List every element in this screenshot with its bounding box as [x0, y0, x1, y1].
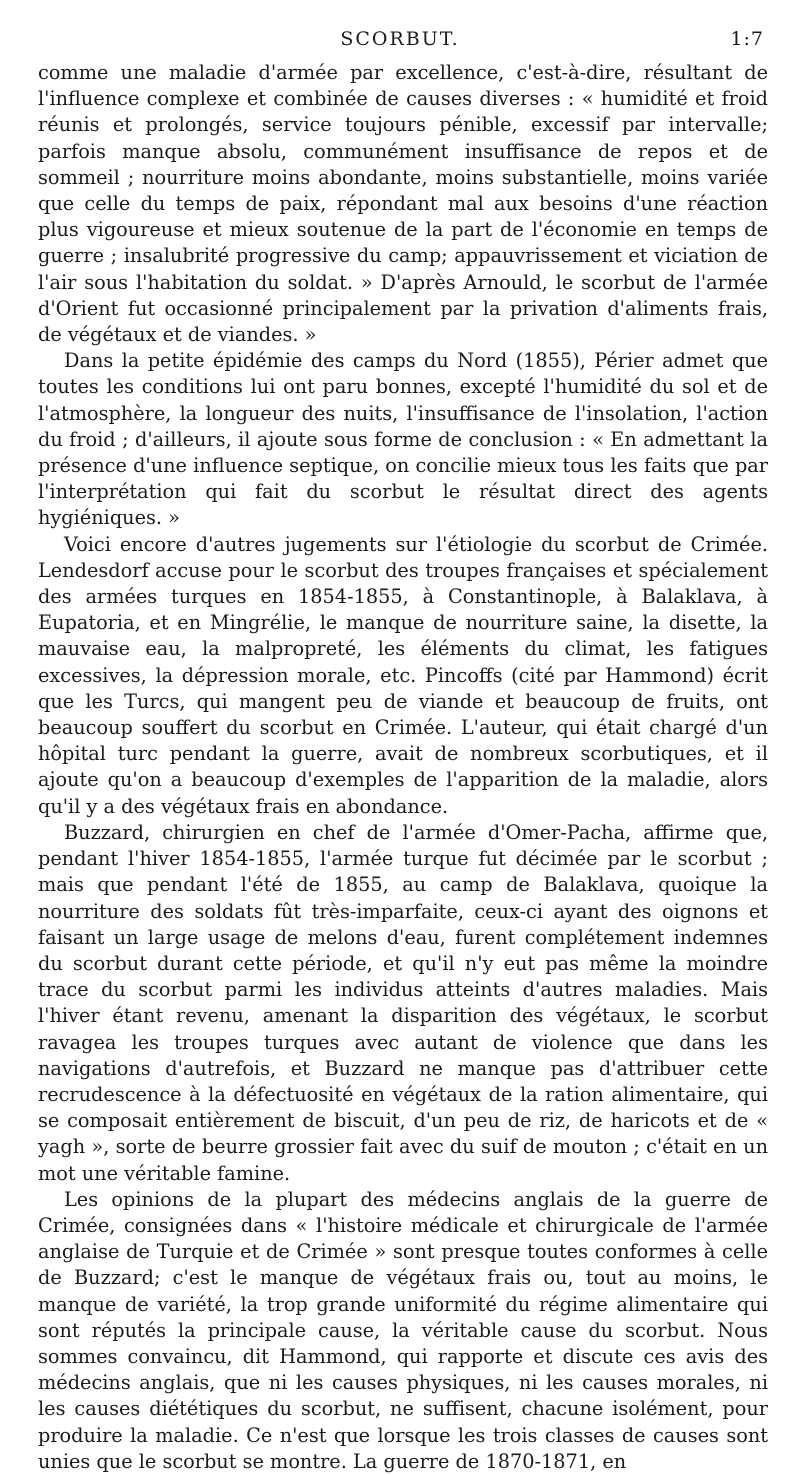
page-number: 1:7 [730, 28, 764, 50]
paragraph-lendesdorf: Voici encore d'autres jugements sur l'étiologie du scorbut de Crimée. Lendesdorf accuse pour le scorbut des troupes françaises et spécialement des armées turques en 1854-1855, à Constantinople, à Balaklava, à Eupatoria, et en Mingrélie, le manque de nourriture saine, la disette, la mauvaise eau, la malpropreté, les éléments du climat, les fatigues excessives, la dépression morale, etc. Pincoffs (cité par Hammond) écrit que les Turcs, qui mangent peu de viande et beaucoup de fruits, ont beaucoup souffert du scorbut en Crimée. L'auteur, qui était chargé d'un hôpital turc pendant la guerre, avait de nombreux scorbutiques, et il ajoute qu'on a beaucoup d'exemples de l'apparition de la maladie, alors qu'il y a des végétaux frais en abondance. [38, 532, 768, 818]
paragraph-perier: Dans la petite épidémie des camps du Nord (1855), Périer admet que toutes les conditions lui ont paru bonnes, excepté l'humidité du sol et de l'atmosphère, la longueur des nuits, l'insuffisance de l'insolation, l'action du froid ; d'ailleurs, il ajoute sous forme de conclusion : « En admettant la présence d'une influence septique, on concilie mieux tous les faits que par l'interprétation qui fait du scorbut le résultat direct des agents hygiéniques. » [38, 349, 768, 530]
paragraph-buzzard: Buzzard, chirurgien en chef de l'armée d'Omer-Pacha, affirme que, pendant l'hiver 1854-1855, l'armée turque fut décimée par le scorbut ; mais que pendant l'été de 1855, au camp de Balaklava, quoique la nourriture des soldats fût très-imparfaite, ceux-ci ayant des oignons et faisant un large usage de melons d'eau, furent complétement indemnes du scorbut durant cette période, et qu'il n'y eut pas même la moindre trace du scorbut parmi les individus atteints d'autres maladies. Mais l'hiver étant revenu, amenant la disparition des végétaux, le scorbut ravagea les troupes turques avec autant de violence que dans les navigations d'autrefois, et Buzzard ne manque pas d'attribuer cette recrudescence à la défectuosité en végétaux de la ration alimentaire, qui se composait entièrement de biscuit, d'un peu de riz, de haricots et de « yagh », sorte de beurre grossier fait avec du suif de mouton ; c'était en un mot une véritable famine. [38, 820, 768, 1185]
running-title: SCORBUT. [340, 28, 460, 50]
body-text [38, 60, 768, 1475]
page-header [0, 0, 800, 56]
paragraph-english-doctors: Les opinions de la plupart des médecins anglais de la guerre de Crimée, consignées dans « l'histoire médicale et chirurgicale de l'armée anglaise de Turquie et de Crimée » sont presque toutes conformes à celle de Buzzard; c'est le manque de végétaux frais ou, tout au moins, le manque de variété, la trop grande uniformité du régime alimentaire qui sont réputés la principale cause, la véritable cause du scorbut. Nous sommes convaincu, dit Hammond, qui rapporte et discute ces avis des médecins anglais, que ni les causes physiques, ni les causes morales, ni les causes diététiques du scorbut, ne suffisent, chacune isolément, pour produire la maladie. Ce n'est que lorsque les trois classes de causes sont unies que le scorbut se montre. La guerre de 1870-1871, en [38, 1187, 768, 1473]
paragraph-continuation: comme une maladie d'armée par excellence, c'est-à-dire, résultant de l'influence complexe et combinée de causes diverses : « humidité et froid réunis et prolongés, service toujours pénible, excessif par intervalle; parfois manque absolu, communément insuffisance de repos et de sommeil ; nourriture moins abondante, moins substantielle, moins variée que celle du temps de paix, répondant mal aux besoins d'une réaction plus vigoureuse et mieux soutenue de la part de l'économie en temps de guerre ; insalubrité progressive du camp; appauvrissement et viciation de l'air sous l'habitation du soldat. » D'après Arnould, le scorbut de l'armée d'Orient fut occasionné principalement par la privation d'aliments frais, de végétaux et de viandes. » [38, 61, 768, 347]
